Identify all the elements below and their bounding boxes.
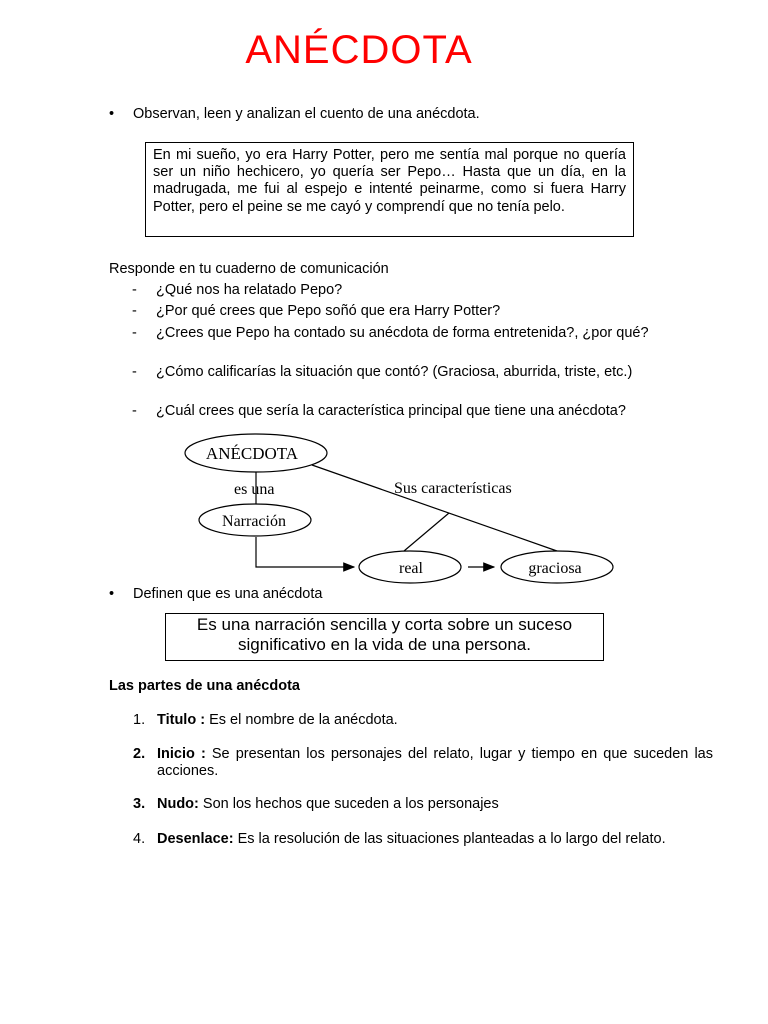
part-text: Son los hechos que suceden a los personajes [198, 796, 499, 812]
dash-icon: - [132, 364, 137, 380]
part-label: Nudo: [157, 796, 199, 812]
part-text: Es el nombre de la anécdota. [205, 712, 398, 728]
bullet-icon: • [109, 106, 115, 122]
page-title: ANÉCDOTA [245, 28, 473, 72]
dash-icon: - [132, 282, 137, 298]
part-number: 3. [133, 796, 146, 812]
link-real [404, 513, 449, 551]
part-text: Es la resolución de las situaciones planteadas a lo largo del relato. [233, 831, 666, 847]
parts-heading: Las partes de una anécdota [109, 678, 300, 694]
part-item [133, 712, 713, 729]
bullet-text: Definen que es una anécdota [133, 586, 323, 602]
bullet-definen [109, 586, 323, 602]
bullet-text: Observan, leen y analizan el cuento de una anécdota. [133, 106, 480, 122]
question-text: ¿Qué nos ha relatado Pepo? [156, 282, 343, 298]
link-caracteristicas [312, 465, 557, 551]
node-graciosa-label: graciosa [528, 560, 582, 577]
part-number: 2. [133, 746, 146, 762]
label-es-una: es una [234, 481, 275, 498]
question-text: ¿Crees que Pepo ha contado su anécdota de forma entretenida?, ¿por qué? [156, 325, 649, 341]
part-label: Desenlace: [157, 831, 234, 847]
part-number: 4. [133, 831, 146, 847]
respond-instruction: Responde en tu cuaderno de comunicación [109, 261, 389, 277]
dash-icon: - [132, 325, 137, 341]
dash-icon: - [132, 403, 137, 419]
node-narracion-label: Narración [222, 513, 286, 530]
part-item [133, 831, 713, 848]
question-text: ¿Cuál crees que sería la característica principal que tiene una anécdota? [156, 403, 626, 419]
bullet-icon: • [109, 586, 115, 602]
part-label: Titulo : [157, 712, 206, 728]
part-item [133, 796, 713, 813]
definition-box: Es una narración sencilla y corta sobre un suceso significativo en la vida de una persona. [165, 613, 604, 661]
question-text: ¿Cómo calificarías la situación que contó? (Graciosa, aburrida, triste, etc.) [156, 364, 633, 380]
arrow-to-real [256, 537, 354, 567]
node-real-label: real [399, 560, 423, 577]
story-box: En mi sueño, yo era Harry Potter, pero me sentía mal porque no quería ser un niño hechicero, yo quería ser Pepo… Hasta que un día, en la madrugada, me fui al espejo e intenté peinarme, como si fuera Harry Potter, pero el peine se me cayó y comprendí que no tenía pelo. [145, 142, 634, 237]
part-text: Se presentan los personajes del relato, lugar y tiempo en que suceden las acciones. [157, 746, 713, 779]
node-anecdota-label: ANÉCDOTA [205, 444, 299, 463]
dash-icon: - [132, 303, 137, 319]
question-text: ¿Por qué crees que Pepo soñó que era Harry Potter? [156, 303, 501, 319]
part-label: Inicio : [157, 746, 206, 762]
label-caracteristicas: Sus características [394, 480, 512, 497]
part-item [133, 746, 713, 780]
part-number: 1. [133, 712, 146, 728]
